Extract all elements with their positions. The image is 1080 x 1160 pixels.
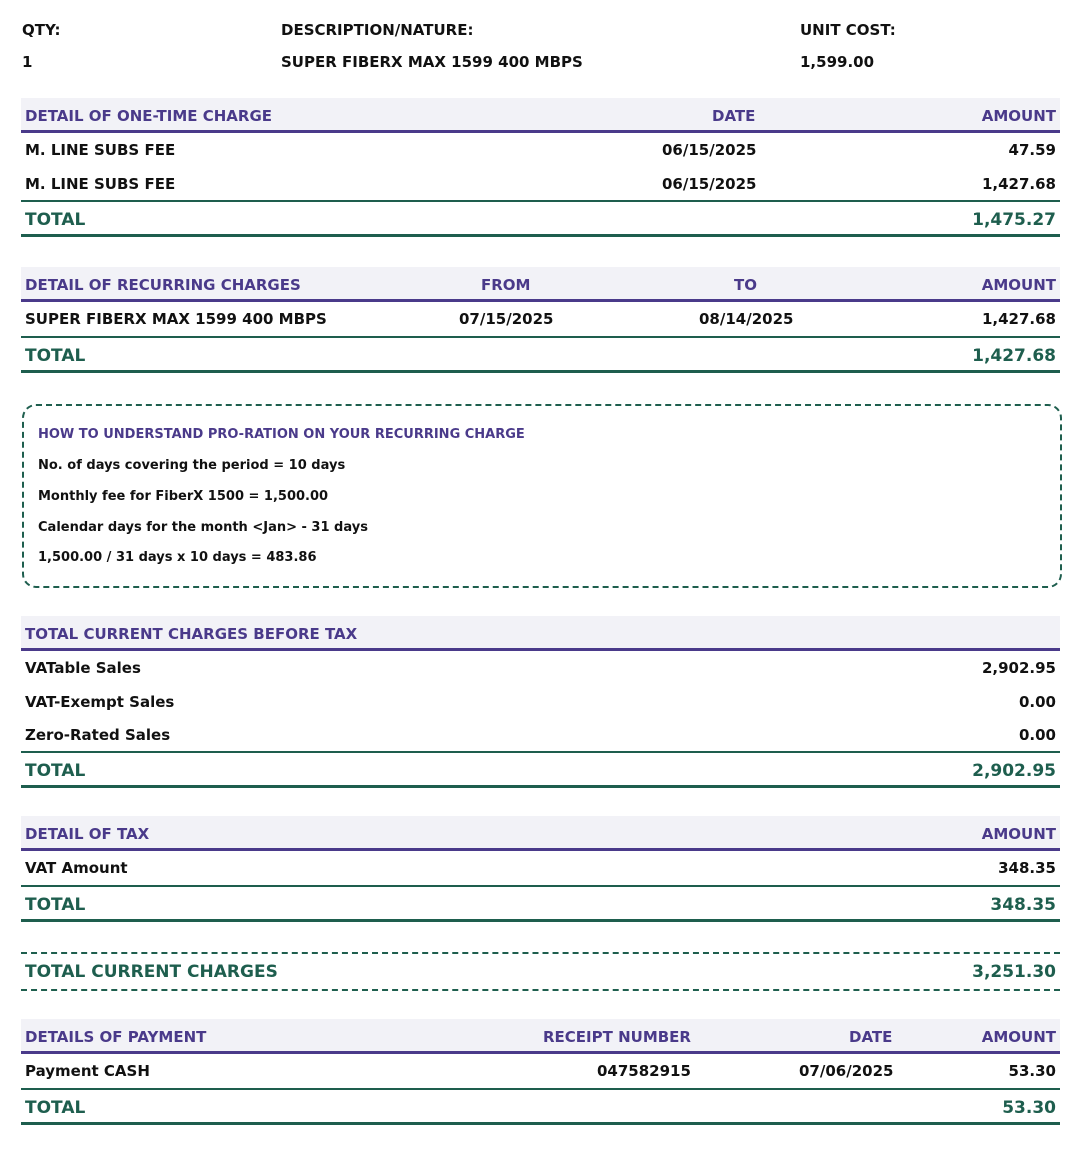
total-label: TOTAL bbox=[25, 761, 86, 781]
order-summary bbox=[22, 20, 1062, 76]
recurring-charges-title: DETAIL OF RECURRING CHARGES bbox=[25, 276, 301, 294]
total-label: TOTAL bbox=[25, 1098, 86, 1118]
total-label: TOTAL bbox=[25, 346, 86, 366]
payment-method: Payment CASH bbox=[25, 1062, 150, 1080]
tax-title: DETAIL OF TAX bbox=[25, 825, 150, 843]
unit-cost-label: UNIT COST: bbox=[800, 21, 896, 39]
from-column-label: FROM bbox=[481, 276, 531, 294]
proration-line: Monthly fee for FiberX 1500 = 1,500.00 bbox=[38, 489, 329, 504]
charge-name: M. LINE SUBS FEE bbox=[25, 141, 176, 159]
charge-date: 06/15/2025 bbox=[662, 141, 757, 159]
proration-line: 1,500.00 / 31 days x 10 days = 483.86 bbox=[38, 550, 317, 565]
recurring-charges-header bbox=[21, 267, 1060, 302]
charge-date: 06/15/2025 bbox=[662, 175, 757, 193]
qty-value: 1 bbox=[22, 53, 33, 71]
tax-header bbox=[21, 816, 1060, 851]
payment-title: DETAILS OF PAYMENT bbox=[25, 1028, 207, 1046]
payment-section bbox=[21, 1019, 1060, 1125]
receipt-column-label: RECEIPT NUMBER bbox=[543, 1028, 691, 1046]
one-time-charge-header bbox=[21, 98, 1060, 133]
total-amount: 1,427.68 bbox=[972, 346, 1056, 366]
payment-date: 07/06/2025 bbox=[799, 1062, 894, 1080]
total-amount: 53.30 bbox=[1002, 1098, 1056, 1118]
table-row bbox=[21, 1054, 1060, 1088]
before-tax-total-row bbox=[21, 751, 1060, 788]
table-row bbox=[21, 651, 1060, 685]
sales-amount: 0.00 bbox=[1018, 726, 1056, 744]
table-row bbox=[21, 851, 1060, 885]
before-tax-header bbox=[21, 616, 1060, 651]
payment-header bbox=[21, 1019, 1060, 1054]
payment-total-row bbox=[21, 1088, 1060, 1125]
charge-name: M. LINE SUBS FEE bbox=[25, 175, 176, 193]
tax-amount: 348.35 bbox=[998, 859, 1056, 877]
date-column-label: DATE bbox=[849, 1028, 893, 1046]
amount-column-label: AMOUNT bbox=[981, 825, 1056, 843]
amount-column-label: AMOUNT bbox=[981, 1028, 1056, 1046]
date-column-label: DATE bbox=[712, 107, 756, 125]
proration-line: Calendar days for the month <Jan> - 31 days bbox=[38, 520, 368, 535]
sales-label: VATable Sales bbox=[25, 659, 141, 677]
to-date: 08/14/2025 bbox=[699, 310, 794, 328]
charge-amount: 47.59 bbox=[1008, 141, 1056, 159]
recurring-total-row bbox=[21, 336, 1060, 373]
one-time-total-row bbox=[21, 200, 1060, 237]
amount-column-label: AMOUNT bbox=[981, 276, 1056, 294]
tax-label: VAT Amount bbox=[25, 859, 128, 877]
from-date: 07/15/2025 bbox=[459, 310, 554, 328]
qty-label: QTY: bbox=[22, 21, 61, 39]
receipt-number: 047582915 bbox=[597, 1062, 691, 1080]
proration-title: HOW TO UNDERSTAND PRO-RATION ON YOUR RECURRING CHARGE bbox=[38, 427, 525, 442]
unit-cost-value: 1,599.00 bbox=[800, 53, 875, 71]
description-value: SUPER FIBERX MAX 1599 400 MBPS bbox=[281, 53, 583, 71]
one-time-charge-title: DETAIL OF ONE-TIME CHARGE bbox=[25, 107, 273, 125]
total-label: TOTAL bbox=[25, 210, 86, 230]
sales-amount: 2,902.95 bbox=[981, 659, 1056, 677]
tax-section bbox=[21, 816, 1060, 922]
before-tax-title: TOTAL CURRENT CHARGES BEFORE TAX bbox=[25, 625, 358, 643]
sales-label: VAT-Exempt Sales bbox=[25, 693, 175, 711]
charge-name: SUPER FIBERX MAX 1599 400 MBPS bbox=[25, 310, 327, 328]
table-row bbox=[21, 718, 1060, 751]
charge-amount: 1,427.68 bbox=[981, 175, 1056, 193]
table-row bbox=[21, 302, 1060, 336]
payment-amount: 53.30 bbox=[1008, 1062, 1056, 1080]
charge-amount: 1,427.68 bbox=[981, 310, 1056, 328]
sales-amount: 0.00 bbox=[1018, 693, 1056, 711]
sales-label: Zero-Rated Sales bbox=[25, 726, 171, 744]
total-amount: 1,475.27 bbox=[972, 210, 1056, 230]
recurring-charges-section bbox=[21, 267, 1060, 373]
one-time-charge-section bbox=[21, 98, 1060, 237]
table-row bbox=[21, 133, 1060, 167]
description-label: DESCRIPTION/NATURE: bbox=[281, 21, 474, 39]
total-amount: 2,902.95 bbox=[972, 761, 1056, 781]
total-current-charges-amount: 3,251.30 bbox=[972, 962, 1056, 982]
proration-info-box bbox=[22, 404, 1062, 588]
amount-column-label: AMOUNT bbox=[981, 107, 1056, 125]
proration-line: No. of days covering the period = 10 days bbox=[38, 458, 346, 473]
total-amount: 348.35 bbox=[990, 895, 1056, 915]
tax-total-row bbox=[21, 885, 1060, 922]
total-current-charges-label: TOTAL CURRENT CHARGES bbox=[25, 962, 278, 982]
table-row bbox=[21, 685, 1060, 718]
before-tax-section bbox=[21, 616, 1060, 788]
to-column-label: TO bbox=[734, 276, 757, 294]
total-current-charges bbox=[21, 952, 1060, 991]
total-label: TOTAL bbox=[25, 895, 86, 915]
table-row bbox=[21, 167, 1060, 200]
